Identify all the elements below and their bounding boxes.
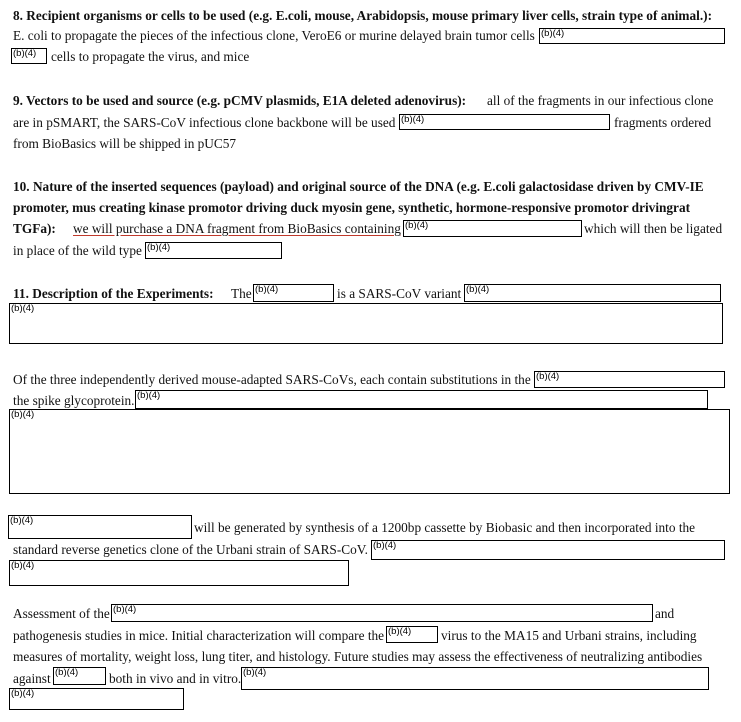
section-11-para-3-line-2: standard reverse genetics clone of the Urbani strain of SARS-CoV.: [13, 542, 368, 557]
redaction-label: (b)(4): [255, 284, 279, 295]
redaction-label: (b)(4): [113, 604, 137, 615]
redaction-label: (b)(4): [137, 390, 161, 401]
redaction-box: [539, 28, 725, 44]
section-9-line-3: from BioBasics will be shipped in pUC57: [13, 136, 237, 151]
section-10-heading-line-3: TGFa):: [13, 221, 56, 236]
redaction-label: (b)(4): [55, 667, 79, 678]
section-11-para-4-line-4-b: both in vivo and in vitro.: [109, 671, 242, 686]
redaction-label: (b)(4): [401, 114, 425, 125]
redaction-label: (b)(4): [388, 626, 412, 637]
section-11-para-4-line-2-b: virus to the MA15 and Urbani strains, including: [441, 628, 697, 643]
section-11-para-3-line-1: will be generated by synthesis of a 1200bp cassette by Biobasic and then incorporated into the: [194, 520, 696, 535]
redaction-label: (b)(4): [243, 667, 267, 678]
redaction-label: (b)(4): [466, 284, 490, 295]
redaction-label: (b)(4): [13, 48, 37, 59]
section-11-line-1-a: The: [231, 286, 252, 301]
redaction-box: [464, 284, 721, 302]
redaction-label: (b)(4): [536, 371, 560, 382]
redaction-box: [403, 220, 582, 237]
redaction-label: (b)(4): [405, 220, 429, 231]
redaction-box: [9, 303, 723, 344]
redaction-box: [399, 114, 610, 130]
redaction-box: [11, 48, 47, 64]
section-11-para-2-line-1: Of the three independently derived mouse-adapted SARS-CoVs, each contain substitutions in the: [13, 372, 531, 387]
section-11-para-4-line-4-a: against: [13, 671, 51, 686]
section-11-para-4-line-3: measures of mortality, weight loss, lung titer, and histology. Future studies may assess the effectiveness of neutralizing antibodies: [13, 649, 703, 664]
section-11-para-4-line-1-b: and: [655, 606, 675, 621]
section-8-line-1: E. coli to propagate the pieces of the infectious clone, VeroE6 or murine delayed brain tumor cells: [13, 28, 535, 43]
redaction-label: (b)(4): [11, 560, 35, 571]
section-9-heading: 9. Vectors to be used and source (e.g. pCMV plasmids, E1A deleted adenovirus):: [13, 93, 467, 108]
section-11-para-4-line-1-a: Assessment of the: [13, 606, 110, 621]
redaction-label: (b)(4): [11, 688, 35, 699]
redaction-box: [9, 409, 730, 494]
redaction-box: [9, 560, 349, 586]
section-9-line-2-tail: fragments ordered: [614, 115, 712, 130]
section-10-line-4: in place of the wild type: [13, 243, 142, 258]
section-11-heading: 11. Description of the Experiments:: [13, 286, 214, 301]
section-10-heading-line-1: 10. Nature of the inserted sequences (payload) and original source of the DNA (e.g. E.coli galactosidase driven by CMV-IE: [13, 179, 704, 194]
redaction-box: [53, 667, 106, 685]
section-11-para-4-line-2-a: pathogenesis studies in mice. Initial characterization will compare the: [13, 628, 385, 643]
redaction-box: [534, 371, 725, 388]
redaction-label: (b)(4): [11, 303, 35, 314]
redaction-box: [9, 688, 184, 710]
section-10-line-3-tail: which will then be ligated: [584, 221, 723, 236]
redaction-box: [253, 284, 334, 302]
redaction-box: [135, 390, 708, 409]
redaction-box: [241, 667, 709, 690]
section-8-line-2: cells to propagate the virus, and mice: [51, 49, 250, 64]
section-10-heading-line-2: promoter, mus creating kinase promotor driving duck myosin gene, synthetic, hormone-responsive promotor drivingrat: [13, 200, 691, 215]
redaction-box: [145, 242, 282, 259]
redaction-box: [386, 626, 438, 643]
section-9-line-1-tail: all of the fragments in our infectious clone: [487, 93, 714, 108]
section-8-heading: 8. Recipient organisms or cells to be used (e.g. E.coli, mouse, Arabidopsis, mouse primary liver cells, strain type of animal.):: [13, 8, 713, 23]
section-10-line-3-body: we will purchase a DNA fragment from BioBasics containing: [73, 221, 401, 236]
section-11-line-1-b: is a SARS-CoV variant: [337, 286, 462, 301]
redaction-label: (b)(4): [10, 515, 34, 526]
redaction-box: [8, 515, 192, 539]
redaction-box: [111, 604, 653, 622]
redaction-label: (b)(4): [373, 540, 397, 551]
section-11-para-2-line-2: the spike glycoprotein.: [13, 393, 135, 408]
redaction-box: [371, 540, 725, 560]
redaction-label: (b)(4): [541, 28, 565, 39]
section-9-line-2: are in pSMART, the SARS-CoV infectious clone backbone will be used: [13, 115, 396, 130]
redaction-label: (b)(4): [11, 409, 35, 420]
redaction-label: (b)(4): [147, 242, 171, 253]
